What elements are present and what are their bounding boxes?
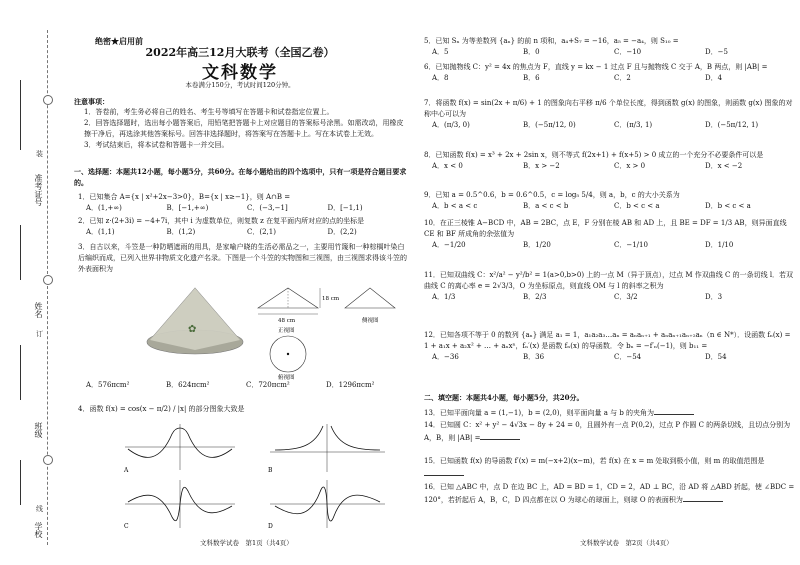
binding-margin [0,0,60,565]
svg-text:✿: ✿ [188,324,197,335]
question-stem: 11．已知双曲线 C：x²/a² − y²/b² = 1(a>0,b>0) 上的一点 M（异于顶点），过点 M 作双曲线 C 的一条切线 l．若双曲线 C 的离心率 e = 2√3/3，O 为坐标原点，则直线 OM 与 l 的斜率之积为 [424,271,794,290]
cut-mark: 线 [36,505,43,513]
option: C．−10 [614,48,642,56]
option: B．2/3 [523,293,547,301]
note-item: 2．回答选择题时，选出每小题答案后，用铅笔把答题卡上对应题目的答案标号涂黑。如需改动，用橡皮擦干净后，再选涂其他答案标号。回答非选择题时，将答案写在答题卡上。写在本试卷上无效。 [84,119,404,138]
option: B．[−1,+∞) [166,204,209,212]
note-item: 3．考试结束后，将本试卷和答题卡一并交回。 [84,141,229,149]
option: D．3 [705,293,723,301]
question-7 [424,98,796,131]
admission-line [20,80,21,150]
footer-right: 文科数学试卷 第2页（共4页） [580,539,673,547]
options-row [424,47,796,58]
option: C．−54 [614,353,642,361]
side-view [345,288,395,308]
note-item: 1．答卷前，考生务必将自己的姓名、考生号等填写在答题卡和试卷指定位置上。 [84,108,334,116]
answer-blank [654,406,694,415]
option: B．6 [523,74,540,82]
option: B．(1,2) [166,228,196,236]
graph-d [268,480,385,530]
binding-hole [43,455,53,465]
question-11 [424,270,796,303]
question-stem: 15．已知函数 f(x) 的导函数 f′(x) = m(−x+2)(x−m)，若 f(x) 在 x = m 处取到极小值，则 m 的取值范围是 [424,457,765,465]
front-view [258,288,320,314]
question-3 [78,242,408,275]
question-1 [78,192,408,214]
question-stem: 7．将函数 f(x) = sin(2x + π/6) + 1 的图象向右平移 π/6 个单位长度，得到函数 g(x) 的图象，则函数 g(x) 图象的对称中心可以为 [424,99,793,118]
option: B．624πcm² [166,381,210,389]
binding-hole [43,95,53,105]
option: B．1/20 [523,241,551,249]
question-4 [78,404,408,415]
option: D．b < c < a [705,202,751,210]
admission-label: 准考证号 [34,174,43,206]
option: B．36 [523,353,545,361]
option: A．576πcm² [86,381,130,389]
question-stem: 5．已知 Sₙ 为等差数列 {aₙ} 的前 n 项和，a₄+S₇ = −16，a₅ = −a₄，则 S₁₀ = [424,37,679,45]
options-row [424,240,796,251]
question-stem: 10．在正三棱锥 A−BCD 中，AB = 2BC，点 E，F 分别在棱 AB 和 AD 上，且 BE = DF = 1/3 AB，则异面直线 CE 和 BF 所成角的余弦值为 [424,219,787,238]
footer-left: 文科数学试卷 第1页（共4页） [200,539,293,547]
notes [74,96,409,151]
option: D．x < −2 [705,162,743,170]
option: A．−36 [432,353,459,361]
cut-mark: 装 [36,150,43,158]
options-row [424,120,796,131]
name-label: 姓名 [34,302,43,318]
question-10 [424,218,796,251]
question-12 [424,330,796,363]
option: A．x < 0 [432,162,463,170]
side-view-label: 侧视图 [362,318,379,324]
option: A．8 [432,74,449,82]
option: C．b < c < a [614,202,660,210]
options-row [86,380,406,391]
front-view-label: 正视图 [278,328,295,334]
graph-label: D [268,523,273,530]
name-line [20,225,21,280]
option: D．1296πcm² [326,381,375,389]
option: A．5 [432,48,449,56]
answer-blank [480,431,520,440]
option: B．(−5π/12, 0) [523,121,576,129]
notes-heading: 注意事项： [74,97,109,106]
option: D．4 [705,74,723,82]
question-6 [424,62,796,84]
option: C．x > 0 [614,162,646,170]
section1-heading: 一、选择题：本题共12小题，每小题5分，共60分。在每小题给出的四个选项中，只有一项是符合题目要求的。 [74,167,407,187]
cut-line [47,30,48,545]
subject-title: 文科数学 [202,63,278,83]
question-stem: 14．已知圆 C：x² + y² − 4√3x − 8y + 24 = 0，且圆外有一点 P(0,2)，过点 P 作圆 C 的两条切线，且切点分别为 A，B，则 |AB| = [424,421,791,442]
answer-blank [683,493,723,502]
graph-c [124,480,235,530]
school-line [20,460,21,505]
options-row [78,203,408,214]
question-14 [424,420,796,444]
option: A．(1,+∞) [86,204,122,212]
school-label: 学校 [34,522,43,538]
question-stem: 6．已知抛物线 C：y² = 4x 的焦点为 F，直线 y = kx − 1 过点 F 且与抛物线 C 交于 A，B 两点，则 |AB| = [424,63,768,71]
top-view-center [287,353,289,355]
option: C．720πcm² [246,381,290,389]
secret-mark: 绝密★启用前 [95,36,143,46]
height-dim: 18 cm [322,296,340,302]
question-stem: 13．已知平面向量 a = (1,−1)，b = (2,0)，则平面向量 a 与 b 的夹角为 [424,409,655,417]
option: C．(2,1) [247,228,276,236]
question-stem: 12．已知各项不等于 0 的数列 {aₙ} 满足 a₁ = 1，a₁a₂a₃…aₙ = aₙaₙ₊₁ + aₙaₙ₊₁aₙ₊₂aₙ（n ∈ N*）．设函数 fₙ(x) = 1 + a₁x + a₂x² + … + aₙxⁿ，fₙ′(x) 是函数 fₙ(x) 的导函数．令 bₙ = −f′ₙ(−1)，则 b₁₁ = [424,331,791,350]
graph-label: A [124,467,129,474]
options-row [78,227,408,238]
option: D．[−1,1) [327,204,363,212]
question-stem: 9．已知 a = 0.5^0.6，b = 0.6^0.5，c = log₅ 5/4，则 a，b，c 的大小关系为 [424,191,680,199]
graph-b [268,424,385,474]
hat-photo [147,288,243,354]
question-5 [424,36,796,58]
question-stem: 3．自古以来，斗笠是一种防晒遮雨的用具，是家喻户晓的生活必需品之一，主要用竹篾和一种棕榈叶染白后编织而成，已列入世界非物质文化遗产名录。下图是一个斗笠的实物图和三视图，由三视图求得该斗笠的外表面积为 [78,243,407,273]
option: D．1/10 [705,241,734,249]
question-stem: 1．已知集合 A={x | x²+2x−3>0}，B={x | x≥−1}，则 A∩B = [78,193,291,201]
option: D．−5 [705,48,728,56]
option: A．1/3 [432,293,456,301]
question-stem: 4．函数 f(x) = cos(x − π/2) / |x| 的部分图象大致是 [78,405,245,413]
graph-label: B [268,467,273,474]
question-8 [424,150,796,172]
top-view-label: 俯视图 [278,375,295,380]
q4-graphs [120,422,390,532]
option: C．3/2 [614,293,638,301]
options-row [424,201,796,212]
class-label: 班级 [34,422,43,438]
answer-blank [424,467,464,476]
question-stem: 2．已知 z·(2+3i) = −4+7i，其中 i 为虚数单位，则复数 z 在复平面内所对应的点的坐标是 [78,217,365,225]
option: A．−1/20 [432,241,466,249]
option: D．(2,2) [327,228,357,236]
option: C．(π/3, 1) [614,121,653,129]
question-2 [78,216,408,238]
option: B．a < c < b [523,202,569,210]
options-row [424,161,796,172]
option: A．(π/3, 0) [432,121,470,129]
option: B．x > −2 [523,162,560,170]
option: A．(1,1) [86,228,115,236]
option: C．−1/10 [614,241,648,249]
hat-figure [140,280,400,380]
question-15 [424,456,796,480]
options-row [424,73,796,84]
options-row [424,352,796,363]
options-row [424,292,796,303]
graph-a [123,424,235,474]
binding-hole [43,275,53,285]
option: C．2 [614,74,631,82]
section2-heading: 二、填空题：本题共4小题，每小题5分，共20分。 [424,393,584,402]
option: A．b < a < c [432,202,478,210]
question-stem: 16．已知 △ABC 中，点 D 在边 BC 上，AD = BD = 1，CD = 2，AD ⊥ BC，沿 AD 将 △ABD 折起，使 ∠BDC = 120°，若折起后 A，B，C，D 四点都在以 O 为球心的球面上，则球 O 的表面积为 [424,483,795,504]
question-16 [424,482,796,506]
width-dim: 48 cm [278,318,296,324]
option: C．(−3,−1] [247,204,288,212]
exam-title: 2022年高三12月大联考（全国乙卷） [145,46,335,59]
option: B．0 [523,48,540,56]
q3-options [86,380,406,391]
question-stem: 8．已知函数 f(x) = x³ + 2x + 2sin x，则不等式 f(2x+1) + f(x+5) > 0 成立的一个充分不必要条件可以是 [424,151,764,159]
cut-mark: 订 [36,330,43,338]
exam-info: 本卷满分150分，考试时间120分钟。 [185,81,295,89]
option: D．54 [705,353,727,361]
question-9 [424,190,796,212]
class-line [20,345,21,400]
graph-label: C [124,523,129,530]
option: D．(−5π/12, 1) [705,121,759,129]
question-13 [424,406,796,419]
